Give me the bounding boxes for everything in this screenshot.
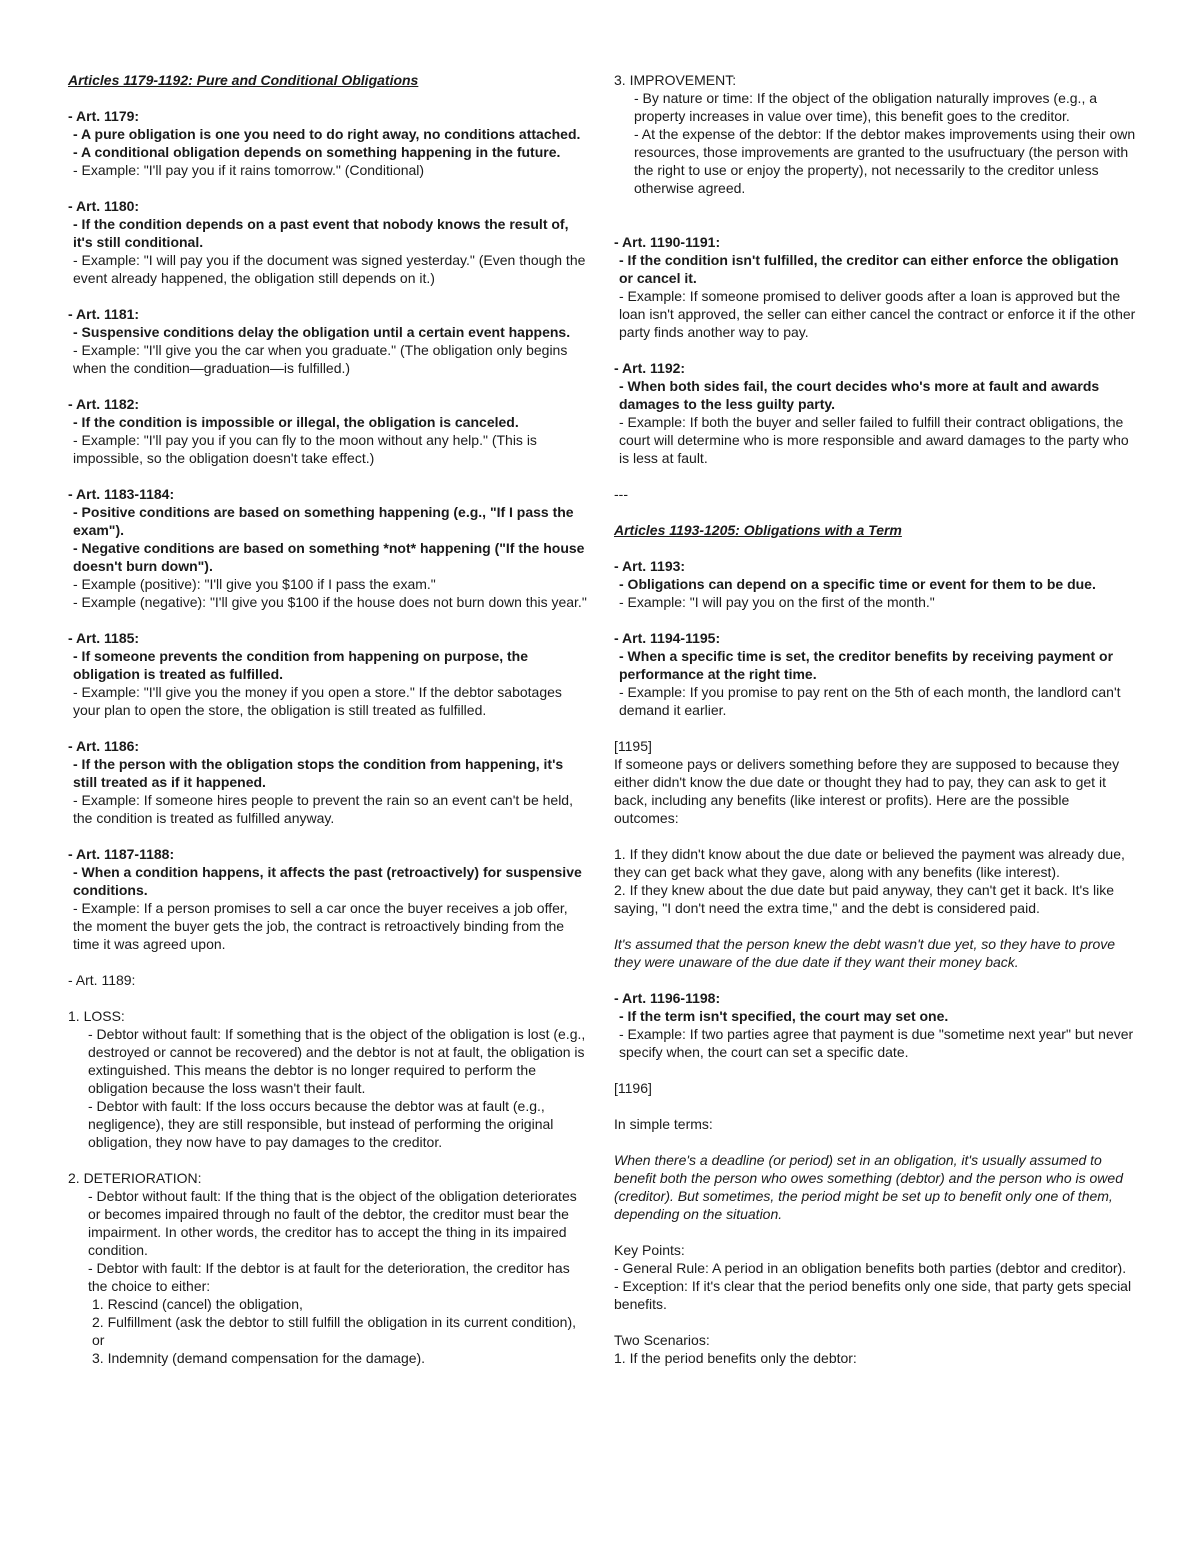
option-fulfillment: 2. Fulfillment (ask the debtor to still fulfill the obligation in its current condition), or xyxy=(92,1314,577,1348)
right-column xyxy=(614,71,1136,1385)
article-line: - Negative conditions are based on something *not* happening ("If the house doesn't burn down"). xyxy=(73,540,585,574)
improvement-debtor-expense: - At the expense of the debtor: If the debtor makes improvements using their own resources, those improvements are granted to the usufructuary (the person with the right to use or enjoy the property), not necessarily to the creditor unless otherwise agreed. xyxy=(634,126,1136,196)
article-head: - Art. 1194-1195: xyxy=(614,630,721,646)
key-point-general: - General Rule: A period in an obligation benefits both parties (debtor and creditor). xyxy=(614,1260,1127,1276)
article-head: - Art. 1196-1198: xyxy=(614,990,721,1006)
article-line: - When a condition happens, it affects the past (retroactively) for suspensive conditions. xyxy=(73,864,582,898)
article-1196-1198 xyxy=(614,989,1136,1061)
article-1193 xyxy=(614,557,1136,611)
article-head: - Art. 1183-1184: xyxy=(68,486,175,502)
note-paragraph: If someone pays or delivers something before they are supposed to because they either didn't know the due date or thought they had to pay, they can ask to get it back, including any benefits (like interest or profits). Here are the possible outcomes: xyxy=(614,756,1120,826)
outcome-2: 2. If they knew about the due date but paid anyway, they can't get it back. It's like saying, "I don't need the extra time," and the debt is considered paid. xyxy=(614,882,1115,916)
loss-heading: 1. LOSS: xyxy=(68,1008,125,1024)
article-1189 xyxy=(68,971,588,1367)
article-line: - If the person with the obligation stops the condition from happening, it's still treated as if it happened. xyxy=(73,756,564,790)
article-1190-1191 xyxy=(614,233,1136,341)
article-head: - Art. 1182: xyxy=(68,396,140,412)
article-1183-1184 xyxy=(68,485,588,611)
article-1194-1195 xyxy=(614,629,1136,719)
article-head: - Art. 1180: xyxy=(68,198,140,214)
scenarios-label: Two Scenarios: xyxy=(614,1332,710,1348)
note-tag: [1195] xyxy=(614,738,652,754)
loss-with-fault: - Debtor with fault: If the loss occurs because the debtor was at fault (e.g., negligence), they are still responsible, but instead of performing the original obligation, they now have to pay damages to the creditor. xyxy=(88,1098,554,1150)
divider: --- xyxy=(614,486,628,502)
deterioration-with-fault: - Debtor with fault: If the debtor is at fault for the deterioration, the creditor has the choice to either: xyxy=(88,1260,570,1294)
article-line: - If the condition depends on a past event that nobody knows the result of, it's still conditional. xyxy=(73,216,569,250)
article-example: - Example: "I will pay you if the document was signed yesterday." (Even though the event already happened, the obligation still depends on it.) xyxy=(73,252,586,286)
article-line: - If the condition is impossible or illegal, the obligation is canceled. xyxy=(73,414,519,430)
outcome-1: 1. If they didn't know about the due date or believed the payment was already due, they can get back what they gave, along with any benefits (like interest). xyxy=(614,846,1125,880)
article-1180 xyxy=(68,197,588,287)
article-1185 xyxy=(68,629,588,719)
article-example: - Example: If you promise to pay rent on the 5th of each month, the landlord can't demand it earlier. xyxy=(619,684,1121,718)
article-head: - Art. 1190-1191: xyxy=(614,234,721,250)
article-line: - Obligations can depend on a specific time or event for them to be due. xyxy=(619,576,1096,592)
article-1192 xyxy=(614,359,1136,467)
article-line: - If the condition isn't fulfilled, the creditor can either enforce the obligation or cancel it. xyxy=(619,252,1119,286)
article-line: - A conditional obligation depends on something happening in the future. xyxy=(73,144,561,160)
article-1181 xyxy=(68,305,588,377)
article-example: - Example: If someone promised to deliver goods after a loan is approved but the loan isn't approved, the seller can either cancel the contract or enforce it if the other party finds another way to pay. xyxy=(619,288,1136,340)
article-example: - Example: If a person promises to sell a car once the buyer receives a job offer, the moment the buyer gets the job, the contract is retroactively binding from the time it was agreed upon. xyxy=(73,900,568,952)
option-rescind: 1. Rescind (cancel) the obligation, xyxy=(92,1296,303,1312)
deterioration-without-fault: - Debtor without fault: If the thing that is the object of the obligation deteriorates or becomes impaired through no fault of the debtor, the creditor must bear the impairment. In other words, the creditor has to accept the thing in its impaired condition. xyxy=(88,1188,577,1258)
key-points-label: Key Points: xyxy=(614,1242,685,1258)
article-1187-1188 xyxy=(68,845,588,953)
loss-without-fault: - Debtor without fault: If something that is the object of the obligation is lost (e.g., destroyed or cannot be recovered) and the debtor is not at fault, the obligation is extinguished. This means the debtor is no longer required to perform the obligation because the loss wasn't their fault. xyxy=(88,1026,586,1096)
deterioration-heading: 2. DETERIORATION: xyxy=(68,1170,202,1186)
improvement-heading: 3. IMPROVEMENT: xyxy=(614,72,737,88)
article-line: - When a specific time is set, the creditor benefits by receiving payment or performance at the right time. xyxy=(619,648,1114,682)
article-example: - Example: "I'll pay you if you can fly to the moon without any help." (This is impossible, so the obligation doesn't take effect.) xyxy=(73,432,537,466)
article-head: - Art. 1179: xyxy=(68,108,140,124)
simple-terms-label: In simple terms: xyxy=(614,1116,713,1132)
article-example: - Example (negative): "I'll give you $100 if the house does not burn down this year." xyxy=(73,594,587,610)
key-point-exception: - Exception: If it's clear that the period benefits only one side, that party gets special benefits. xyxy=(614,1278,1132,1312)
article-example: - Example: If both the buyer and seller failed to fulfill their contract obligations, the court will determine who is more responsible and award damages to the party who is less at fault. xyxy=(619,414,1129,466)
article-1182 xyxy=(68,395,588,467)
article-line: - A pure obligation is one you need to do right away, no conditions attached. xyxy=(73,126,581,142)
article-head: - Art. 1185: xyxy=(68,630,140,646)
article-head: - Art. 1189: xyxy=(68,972,136,988)
article-head: - Art. 1187-1188: xyxy=(68,846,175,862)
note-italic: It's assumed that the person knew the debt wasn't due yet, so they have to prove they were unaware of the due date if they want their money back. xyxy=(614,936,1116,970)
article-1186 xyxy=(68,737,588,827)
article-1179 xyxy=(68,107,588,179)
article-line: - Suspensive conditions delay the obligation until a certain event happens. xyxy=(73,324,571,340)
article-head: - Art. 1186: xyxy=(68,738,140,754)
improvement-by-nature: - By nature or time: If the object of the obligation naturally improves (e.g., a property increases in value over time), this benefit goes to the creditor. xyxy=(634,90,1098,124)
article-example: - Example: "I will pay you on the first of the month." xyxy=(619,594,935,610)
article-head: - Art. 1193: xyxy=(614,558,686,574)
scenario-1: 1. If the period benefits only the debtor: xyxy=(614,1350,857,1366)
note-tag: [1196] xyxy=(614,1080,652,1096)
article-head: - Art. 1192: xyxy=(614,360,686,376)
article-line: - Positive conditions are based on something happening (e.g., "If I pass the exam"). xyxy=(73,504,574,538)
section-heading: Articles 1179-1192: Pure and Conditional Obligations xyxy=(68,72,419,88)
note-1196 xyxy=(614,1079,1136,1367)
section-heading: Articles 1193-1205: Obligations with a Term xyxy=(614,522,902,538)
article-head: - Art. 1181: xyxy=(68,306,140,322)
article-example: - Example (positive): "I'll give you $100 if I pass the exam." xyxy=(73,576,436,592)
note-1195 xyxy=(614,737,1136,971)
article-line: - When both sides fail, the court decides who's more at fault and awards damages to the less guilty party. xyxy=(619,378,1100,412)
option-indemnity: 3. Indemnity (demand compensation for the damage). xyxy=(92,1350,426,1366)
note-italic: When there's a deadline (or period) set in an obligation, it's usually assumed to benefit both the person who owes something (debtor) and the person who is owed (creditor). But sometimes, the period might be set up to benefit only one of them, depending on the situation. xyxy=(614,1152,1123,1222)
article-line: - If the term isn't specified, the court may set one. xyxy=(619,1008,949,1024)
left-column xyxy=(68,71,588,1385)
article-example: - Example: "I'll give you the car when you graduate." (The obligation only begins when the condition—graduation—is fulfilled.) xyxy=(73,342,568,376)
article-example: - Example: "I'll give you the money if you open a store." If the debtor sabotages your plan to open the store, the obligation is still treated as fulfilled. xyxy=(73,684,562,718)
article-example: - Example: If two parties agree that payment is due "sometime next year" but never specify when, the court can set a specific date. xyxy=(619,1026,1134,1060)
article-example: - Example: If someone hires people to prevent the rain so an event can't be held, the condition is treated as fulfilled anyway. xyxy=(73,792,573,826)
improvement-section xyxy=(614,71,1136,197)
article-example: - Example: "I'll pay you if it rains tomorrow." (Conditional) xyxy=(73,162,425,178)
article-line: - If someone prevents the condition from happening on purpose, the obligation is treated as fulfilled. xyxy=(73,648,529,682)
